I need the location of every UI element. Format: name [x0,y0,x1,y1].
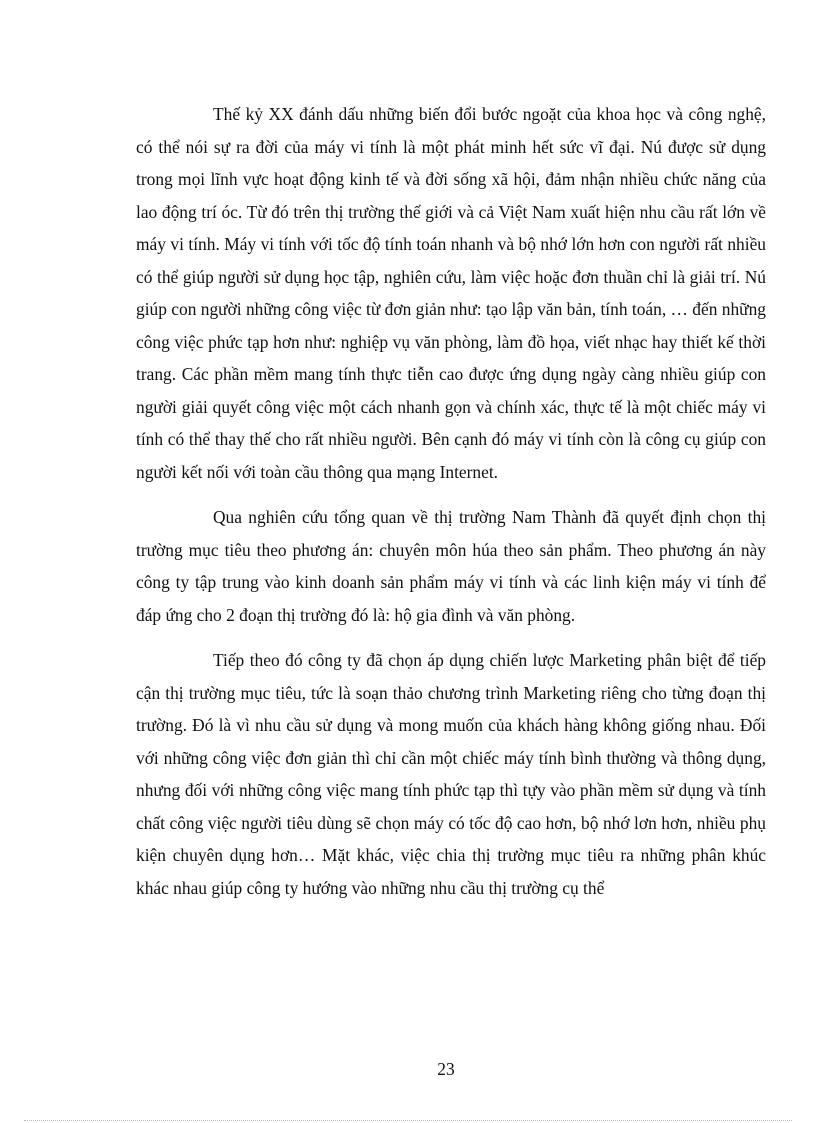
paragraph-3: Tiếp theo đó công ty đã chọn áp dụng chiến lược Marketing phân biệt để tiếp cận thị trường mục tiêu, tức là soạn thảo chương trình Marketing riêng cho từng đoạn thị trường. Đó là vì nhu cầu sử dụng và mong muốn của khách hàng không giống nhau. Đối với những công việc đơn giản thì chỉ cần một chiếc máy tính bình thường và thông dụng, nhưng đối với những công việc mang tính phức tạp thì tựy vào phần mềm sử dụng và tính chất công việc người tiêu dùng sẽ chọn máy có tốc độ cao hơn, bộ nhớ lơn hơn, nhiều phụ kiện chuyên dụng hơn… Mặt khác, việc chia thị trường mục tiêu ra những phân khúc khác nhau giúp công ty hướng vào những nhu cầu thị trường cụ thể [136,650,766,898]
document-body [136,98,766,904]
paragraph-1: Thế kỷ XX đánh dấu những biến đổi bước ngoặt của khoa học và công nghệ, có thể nói sự ra đời của máy vi tính là một phát minh hết sức vĩ đại. Nú được sử dụng trong mọi lĩnh vực hoạt động kinh tế và đời sống xã hội, đảm nhận nhiều chức năng của lao động trí óc. Từ đó trên thị trường thế giới và cả Việt Nam xuất hiện nhu cầu rất lớn về máy vi tính. Máy vi tính với tốc độ tính toán nhanh và bộ nhớ lớn hơn con người rất nhiều có thể giúp người sử dụng học tập, nghiên cứu, làm việc hoặc đơn thuần chỉ là giải trí. Nú giúp con người những công việc từ đơn giản như: tạo lập văn bản, tính toán, … đến những công việc phức tạp hơn như: nghiệp vụ văn phòng, làm đồ họa, viết nhạc hay thiết kế thời trang. Các phần mềm mang tính thực tiễn cao được ứng dụng ngày càng nhiều giúp con người giải quyết công việc một cách nhanh gọn và chính xác, thực tế là một chiếc máy vi tính có thể thay thế cho rất nhiều người. Bên cạnh đó máy vi tính còn là công cụ giúp con người kết nối với toàn cầu thông qua mạng Internet. [136,104,766,482]
page-number: 23 [437,1059,455,1079]
page-bottom-divider [24,1120,792,1121]
paragraph-2: Qua nghiên cứu tổng quan về thị trường Nam Thành đã quyết định chọn thị trường mục tiêu theo phương án: chuyên môn húa theo sản phẩm. Theo phương án này công ty tập trung vào kinh doanh sản phẩm máy vi tính và các linh kiện máy vi tính để đáp ứng cho 2 đoạn thị trường đó là: hộ gia đình và văn phòng. [136,507,766,625]
